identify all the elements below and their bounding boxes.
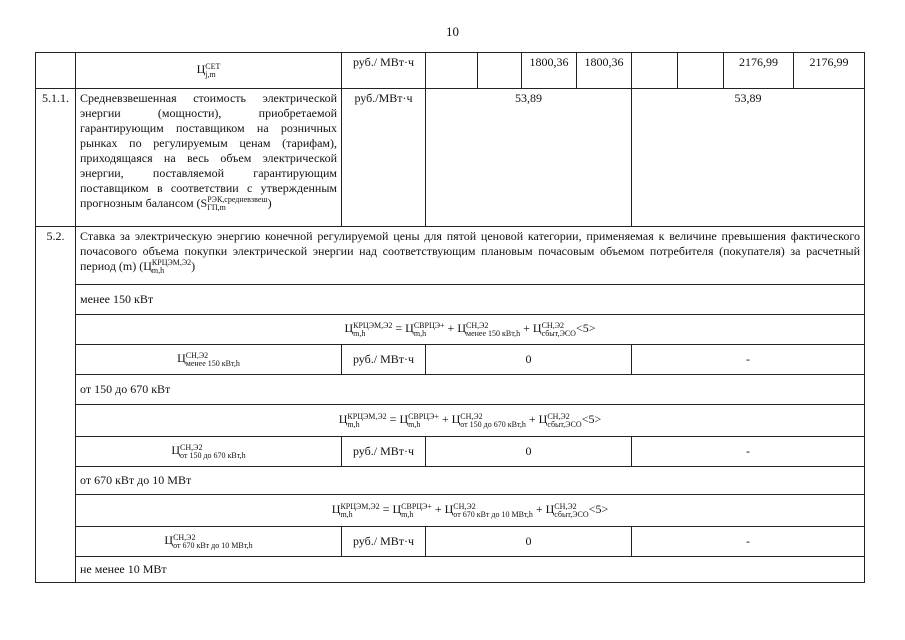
symbol-sup: СН,Э2: [180, 442, 203, 452]
formula-symbol: Ц: [331, 502, 341, 517]
description-end: ): [267, 196, 272, 210]
section-label: от 670 кВт до 10 МВт: [76, 467, 865, 495]
symbol-sub: от 670 кВт до 10 МВт,h: [173, 540, 253, 550]
value-cell: -: [632, 527, 865, 557]
formula-sup: СН,Э2: [466, 320, 489, 330]
plus-sign: +: [441, 412, 449, 427]
value-cell: 53,89: [426, 89, 632, 227]
formula-sub: m,h: [353, 328, 366, 338]
value-cell: 0: [426, 527, 632, 557]
page-number: 10: [446, 24, 459, 39]
value-cell: 2176,99: [724, 53, 794, 89]
formula-symbol: Ц: [457, 321, 466, 336]
formula-sup: СН,Э2: [453, 501, 476, 511]
table-row: [36, 437, 865, 467]
formula: [76, 315, 865, 345]
row-number-cell: [36, 53, 76, 89]
formula-sub: менее 150 кВт,h: [466, 328, 521, 338]
formula-symbol: Ц: [338, 412, 348, 427]
table-row: [36, 527, 865, 557]
formula-symbol: Ц: [344, 321, 354, 336]
formula-sub: m,h: [347, 419, 360, 429]
formula-symbol: Ц: [399, 412, 409, 427]
plus-sign: +: [528, 412, 536, 427]
table-row: [36, 557, 865, 583]
footnote-ref: <5>: [575, 321, 596, 336]
unit-cell: руб./ МВт·ч: [342, 527, 426, 557]
formula-symbol: Ц: [451, 412, 461, 427]
formula-symbol: Ц: [405, 321, 414, 336]
formula-symbol: Ц: [538, 412, 548, 427]
formula-sup: СВРЦЭ+: [408, 411, 439, 421]
section-label: менее 150 кВт: [76, 285, 865, 315]
description-sup: РЭК,средневзвеш: [207, 195, 268, 205]
table-row: [36, 315, 865, 345]
formula-sup: СН,Э2: [547, 411, 570, 421]
tariff-table: [35, 52, 865, 583]
plus-sign: +: [523, 321, 530, 336]
description-sub: m,h: [151, 266, 165, 276]
symbol-base: Ц: [171, 443, 181, 458]
value-cell: 53,89: [632, 89, 865, 227]
row-description: [76, 227, 865, 285]
symbol-sub: от 150 до 670 кВт,h: [180, 450, 246, 460]
unit-cell: руб./ МВт·ч: [342, 345, 426, 375]
value-cell: 0: [426, 437, 632, 467]
value-cell: -: [632, 437, 865, 467]
symbol-cell: [76, 345, 342, 375]
formula-sub: сбыт,ЭСО: [547, 419, 582, 429]
table-row: [36, 405, 865, 437]
symbol-cell: [76, 527, 342, 557]
formula-sub: от 670 кВт до 10 МВт,h: [453, 509, 533, 519]
symbol-sup: СН,Э2: [185, 350, 209, 360]
formula-sub: от 150 до 670 кВт,h: [460, 419, 526, 429]
plus-sign: +: [434, 502, 442, 517]
value-cell: 0: [426, 345, 632, 375]
section-label: не менее 10 МВт: [76, 557, 865, 583]
formula-sup: КРЦЭМ,Э2: [347, 411, 387, 421]
table-row: [36, 89, 865, 227]
equals-sign: =: [389, 412, 397, 427]
value-cell: [426, 53, 478, 89]
row-number: 5.1.1.: [36, 89, 76, 227]
value-cell: [478, 53, 522, 89]
symbol-sub: j,m: [205, 69, 216, 79]
table-row: [36, 345, 865, 375]
formula-sub: m,h: [413, 328, 427, 338]
plus-sign: +: [535, 502, 543, 517]
table-row: [36, 375, 865, 405]
footnote-ref: <5>: [581, 412, 602, 427]
symbol-cell: [76, 437, 342, 467]
formula-sub: m,h: [408, 419, 421, 429]
table-row: [36, 467, 865, 495]
formula-sub: m,h: [401, 509, 414, 519]
description-end: ): [191, 259, 196, 273]
value-cell: [678, 53, 724, 89]
description-text: Ставка за электрическую энергию конечной регулируемой цены для пятой ценовой категории, применяемая к величине превышения фактического почасового объема покупки электрической энергии над соответствующим плановым почасовым объемом потребителя (покупателя) за расчетный период (m) (Ц: [80, 229, 860, 273]
formula-sup: СН,Э2: [554, 501, 577, 511]
formula-sup: СН,Э2: [541, 320, 564, 330]
table-row: [36, 285, 865, 315]
equals-sign: =: [395, 321, 403, 336]
footnote-ref: <5>: [588, 502, 609, 517]
formula: [76, 495, 865, 527]
plus-sign: +: [447, 321, 455, 336]
table-row: [36, 53, 865, 89]
value-cell: -: [632, 345, 865, 375]
formula: [76, 405, 865, 437]
formula-sup: СВРЦЭ+: [401, 501, 432, 511]
symbol-cell: [76, 53, 342, 89]
equals-sign: =: [382, 502, 390, 517]
value-cell: 1800,36: [577, 53, 632, 89]
formula-sub: m,h: [340, 509, 353, 519]
row-description: [76, 89, 342, 227]
symbol-base: Ц: [164, 533, 174, 548]
formula-sup: КРЦЭМ,Э2: [353, 320, 393, 330]
formula-symbol: Ц: [392, 502, 402, 517]
row-number: 5.2.: [36, 227, 76, 583]
formula-symbol: Ц: [532, 321, 542, 336]
value-cell: 1800,36: [522, 53, 577, 89]
table-row: [36, 227, 865, 285]
description-sup: КРЦЭМ,Э2: [151, 258, 192, 268]
symbol-base: Ц: [196, 62, 206, 77]
unit-cell: руб./ МВт·ч: [342, 437, 426, 467]
unit-cell: руб./МВт·ч: [342, 89, 426, 227]
symbol-sub: менее 150 кВт,h: [185, 358, 240, 368]
formula-sub: сбыт,ЭСО: [541, 328, 576, 338]
formula-symbol: Ц: [545, 502, 555, 517]
formula-sub: сбыт,ЭСО: [554, 509, 589, 519]
symbol-base: Ц: [177, 351, 186, 366]
value-cell: [632, 53, 678, 89]
symbol-sup: СН,Э2: [173, 532, 196, 542]
unit-cell: руб./ МВт·ч: [342, 53, 426, 89]
description-text: Средневзвешенная стоимость электрической энергии (мощности), приобретаемой гарантирующим поставщиком на розничных рынках по регулируемым ценам (тарифам), приходящаяся на весь объем электрической энергии, поставляемой гарантирующим поставщиком в соответствии с утвержденным прогнозным балансом (S: [80, 91, 337, 210]
value-cell: 2176,99: [794, 53, 865, 89]
section-label: от 150 до 670 кВт: [76, 375, 865, 405]
description-sub: ГП,m: [207, 203, 226, 213]
symbol-sup: СЕТ: [205, 61, 221, 71]
formula-sup: КРЦЭМ,Э2: [340, 501, 380, 511]
formula-symbol: Ц: [444, 502, 454, 517]
table-row: [36, 495, 865, 527]
formula-sup: СВРЦЭ+: [413, 320, 445, 330]
formula-sup: СН,Э2: [460, 411, 483, 421]
